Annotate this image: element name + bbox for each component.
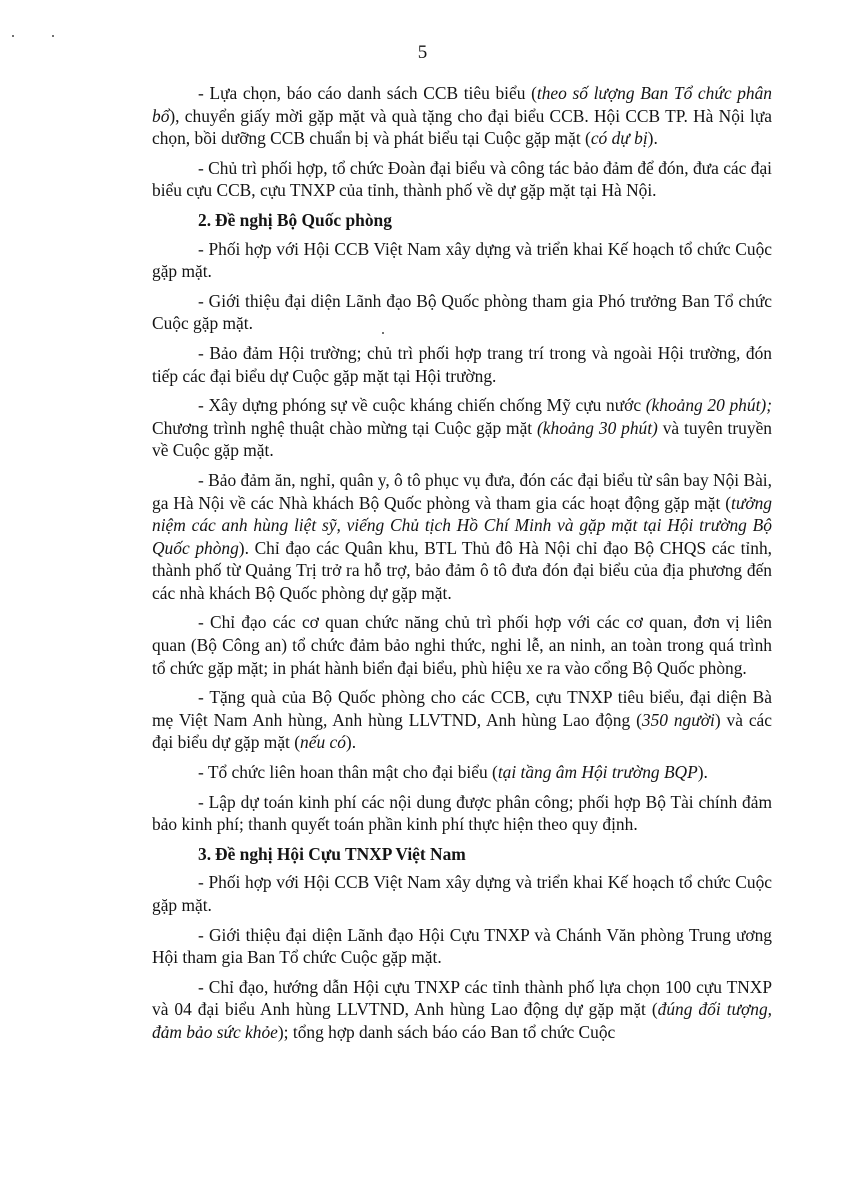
section-heading: 2. Đề nghị Bộ Quốc phòng <box>198 209 392 230</box>
scan-speck <box>12 35 14 37</box>
paragraph: - Phối hợp với Hội CCB Việt Nam xây dựng và triển khai Kế hoạch tổ chức Cuộc gặp mặt. <box>152 872 772 915</box>
paragraph: - Phối hợp với Hội CCB Việt Nam xây dựng và triển khai Kế hoạch tổ chức Cuộc gặp mặt. <box>152 238 772 282</box>
paragraph: - Giới thiệu đại diện Lãnh đạo Hội Cựu TNXP và Chánh Văn phòng Trung ương Hội tham gia Ban Tổ chức Cuộc gặp mặt. <box>152 924 772 968</box>
paragraph: - Bảo đảm Hội trường; chủ trì phối hợp trang trí trong và ngoài Hội trường, đón tiếp các đại biểu dự Cuộc gặp mặt tại Hội trường. <box>152 342 772 386</box>
scan-speck <box>52 35 54 37</box>
page-number: 5 <box>417 42 428 63</box>
paragraph: - Chủ trì phối hợp, tổ chức Đoàn đại biểu và công tác bảo đảm để đón, đưa các đại biểu cựu CCB, cựu TNXP của tỉnh, thành phố về dự gặp mặt tại Hà Nội. <box>152 157 772 201</box>
paragraph: - Tặng quà của Bộ Quốc phòng cho các CCB, cựu TNXP tiêu biểu, đại diện Bà mẹ Việt Nam Anh hùng, Anh hùng LLVTND, Anh hùng Lao động (350 người) và các đại biểu dự gặp mặt (nếu có). <box>152 687 772 753</box>
paragraph: - Tổ chức liên hoan thân mật cho đại biểu (tại tầng âm Hội trường BQP). <box>198 762 708 783</box>
paragraph: - Chỉ đạo các cơ quan chức năng chủ trì phối hợp với các cơ quan, đơn vị liên quan (Bộ Công an) tổ chức đảm bảo nghi thức, nghi lễ, an ninh, an toàn trong quá trình tổ chức gặp mặt; in phát hành biển đại biểu, phù hiệu xe ra vào cổng Bộ Quốc phòng. <box>152 612 772 678</box>
paragraph: - Lựa chọn, báo cáo danh sách CCB tiêu biểu (theo số lượng Ban Tổ chức phân bổ), chuyển giấy mời gặp mặt và quà tặng cho đại biểu CCB. Hội CCB TP. Hà Nội lựa chọn, bồi dưỡng CCB chuẩn bị và phát biểu tại Cuộc gặp mặt (có dự bị). <box>152 83 772 149</box>
paragraph: - Chỉ đạo, hướng dẫn Hội cựu TNXP các tỉnh thành phố lựa chọn 100 cựu TNXP và 04 đại biểu Anh hùng LLVTND, Anh hùng Lao động dự gặp mặt (đúng đối tượng, đảm bảo sức khỏe); tổng hợp danh sách báo cáo Ban tổ chức Cuộc <box>152 976 772 1042</box>
paragraph: - Giới thiệu đại diện Lãnh đạo Bộ Quốc phòng tham gia Phó trưởng Ban Tổ chức Cuộc gặp mặt. <box>152 290 772 334</box>
document-body <box>152 82 772 1051</box>
paragraph: - Bảo đảm ăn, nghỉ, quân y, ô tô phục vụ đưa, đón các đại biểu từ sân bay Nội Bài, ga Hà Nội về các Nhà khách Bộ Quốc phòng và tham gia các hoạt động gặp mặt (tưởng niệm các anh hùng liệt sỹ, viếng Chủ tịch Hồ Chí Minh và gặp mặt tại Hội trường Bộ Quốc phòng). Chỉ đạo các Quân khu, BTL Thủ đô Hà Nội chỉ đạo Bộ CHQS các tỉnh, thành phố từ Quảng Trị trở ra hỗ trợ, bảo đảm ô tô đưa đón đại biểu của địa phương đến các nhà khách Bộ Quốc phòng dự gặp mặt. <box>152 469 772 603</box>
section-heading: 3. Đề nghị Hội Cựu TNXP Việt Nam <box>198 843 466 864</box>
paragraph: - Xây dựng phóng sự về cuộc kháng chiến chống Mỹ cựu nước (khoảng 20 phút); Chương trình nghệ thuật chào mừng tại Cuộc gặp mặt (khoảng 30 phút) và tuyên truyền về Cuộc gặp mặt. <box>152 395 772 461</box>
paragraph: - Lập dự toán kinh phí các nội dung được phân công; phối hợp Bộ Tài chính đảm bảo kinh phí; thanh quyết toán phần kinh phí thực hiện theo quy định. <box>152 791 772 835</box>
